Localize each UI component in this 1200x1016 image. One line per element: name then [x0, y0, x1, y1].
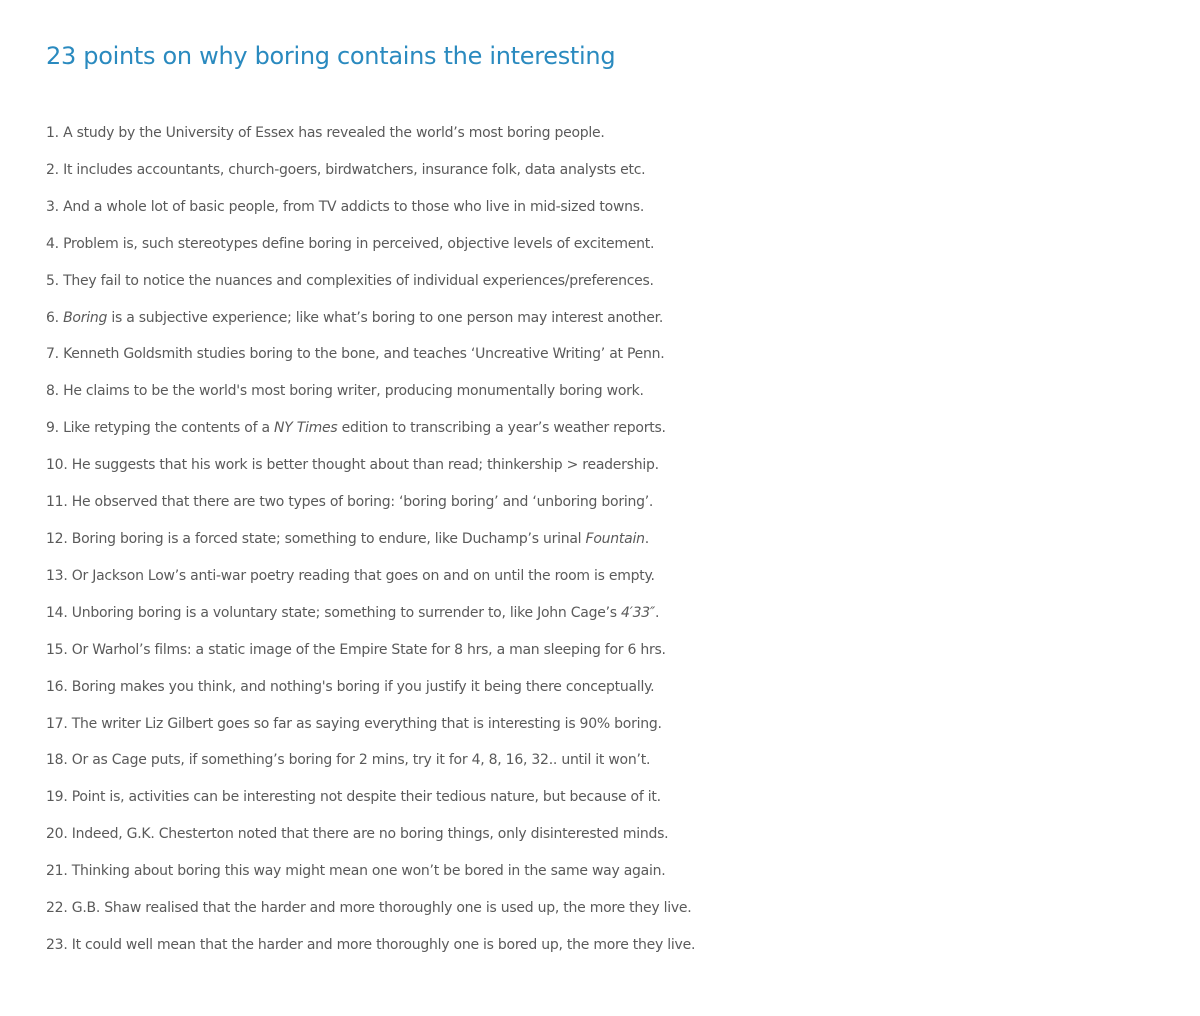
point-text: Kenneth Goldsmith studies boring to the bone, and teaches ‘Uncreative Writing’ at Penn. — [63, 346, 665, 363]
point-text: Point is, activities can be interesting not despite their tedious nature, but because of it. — [71, 789, 661, 806]
point-number: 23. — [46, 936, 68, 953]
point-number: 17. — [46, 715, 68, 732]
point-text: Or as Cage puts, if something’s boring for 2 mins, try it for 4, 8, 16, 32.. until it won’t. — [71, 752, 651, 769]
point-text: G.B. Shaw realised that the harder and more thoroughly one is used up, the more they live. — [71, 900, 692, 917]
list-item — [46, 816, 1200, 853]
point-text: It could well mean that the harder and more thoroughly one is bored up, the more they live. — [71, 936, 696, 953]
point-number: 22. — [46, 900, 68, 917]
point-emphasis: Boring — [63, 309, 108, 326]
list-item — [46, 890, 1200, 927]
point-text: Or Jackson Low’s anti-war poetry reading that goes on and on until the room is empty. — [71, 567, 655, 584]
page-title: 23 points on why boring contains the interesting — [46, 42, 616, 70]
list-item — [46, 373, 1200, 410]
point-text: Like retyping the contents of a — [63, 420, 274, 437]
list-item — [46, 669, 1200, 706]
point-emphasis: NY Times — [274, 420, 338, 437]
point-number: 7. — [46, 346, 59, 363]
point-number: 5. — [46, 272, 59, 289]
point-number: 15. — [46, 641, 68, 658]
points-list — [46, 115, 1200, 964]
point-text-after: is a subjective experience; like what’s boring to one person may interest another. — [107, 309, 664, 326]
list-item — [46, 484, 1200, 521]
list-item — [46, 300, 1200, 337]
point-text-after: edition to transcribing a year’s weather reports. — [337, 420, 666, 437]
point-text: Boring boring is a forced state; something to endure, like Duchamp’s urinal — [71, 530, 586, 547]
list-item — [46, 447, 1200, 484]
list-item — [46, 336, 1200, 373]
point-number: 6. — [46, 309, 59, 326]
point-text: A study by the University of Essex has revealed the world’s most boring people. — [63, 125, 605, 141]
point-text: He claims to be the world's most boring writer, producing monumentally boring work. — [63, 383, 644, 400]
list-item — [46, 779, 1200, 816]
point-text: Problem is, such stereotypes define boring in perceived, objective levels of excitement. — [63, 235, 655, 252]
point-text: And a whole lot of basic people, from TV addicts to those who live in mid-sized towns. — [63, 198, 645, 215]
point-number: 19. — [46, 789, 68, 806]
point-number: 16. — [46, 678, 68, 695]
list-item — [46, 226, 1200, 263]
list-item — [46, 263, 1200, 300]
list-item — [46, 853, 1200, 890]
point-text: Boring makes you think, and nothing's boring if you justify it being there conceptually. — [71, 678, 655, 695]
point-number: 4. — [46, 235, 59, 252]
point-number: 13. — [46, 567, 68, 584]
point-text-after: . — [644, 530, 649, 547]
point-number: 18. — [46, 752, 68, 769]
point-number: 12. — [46, 530, 68, 547]
point-text: Thinking about boring this way might mean one won’t be bored in the same way again. — [71, 863, 666, 880]
point-number: 1. — [46, 125, 59, 141]
point-text: The writer Liz Gilbert goes so far as saying everything that is interesting is 90% boring. — [71, 715, 662, 732]
point-text: Or Warhol’s films: a static image of the Empire State for 8 hrs, a man sleeping for 6 hrs. — [71, 641, 666, 658]
list-item — [46, 632, 1200, 669]
list-item — [46, 521, 1200, 558]
point-text: Unboring boring is a voluntary state; something to surrender to, like John Cage’s — [71, 604, 622, 621]
point-text: He suggests that his work is better thought about than read; thinkership > readership. — [71, 457, 659, 474]
point-number: 2. — [46, 161, 59, 178]
list-item — [46, 595, 1200, 632]
point-emphasis: 4′33″ — [621, 604, 655, 621]
point-text: It includes accountants, church-goers, birdwatchers, insurance folk, data analysts etc. — [63, 161, 646, 178]
point-number: 9. — [46, 420, 59, 437]
list-item — [46, 115, 1200, 152]
point-number: 20. — [46, 826, 68, 843]
list-item — [46, 706, 1200, 743]
point-text: Indeed, G.K. Chesterton noted that there are no boring things, only disinterested minds. — [71, 826, 669, 843]
point-number: 10. — [46, 457, 68, 474]
point-number: 3. — [46, 198, 59, 215]
point-text-after: . — [654, 604, 660, 621]
point-number: 21. — [46, 863, 68, 880]
list-item — [46, 189, 1200, 226]
point-text: They fail to notice the nuances and complexities of individual experiences/preferences. — [63, 272, 654, 289]
list-item — [46, 558, 1200, 595]
point-text: He observed that there are two types of boring: ‘boring boring’ and ‘unboring boring’. — [71, 494, 654, 511]
point-number: 11. — [46, 494, 68, 511]
list-item — [46, 152, 1200, 189]
point-number: 14. — [46, 604, 68, 621]
point-number: 8. — [46, 383, 59, 400]
point-emphasis: Fountain — [585, 530, 645, 547]
list-item — [46, 742, 1200, 779]
list-item — [46, 927, 1200, 964]
list-item — [46, 410, 1200, 447]
